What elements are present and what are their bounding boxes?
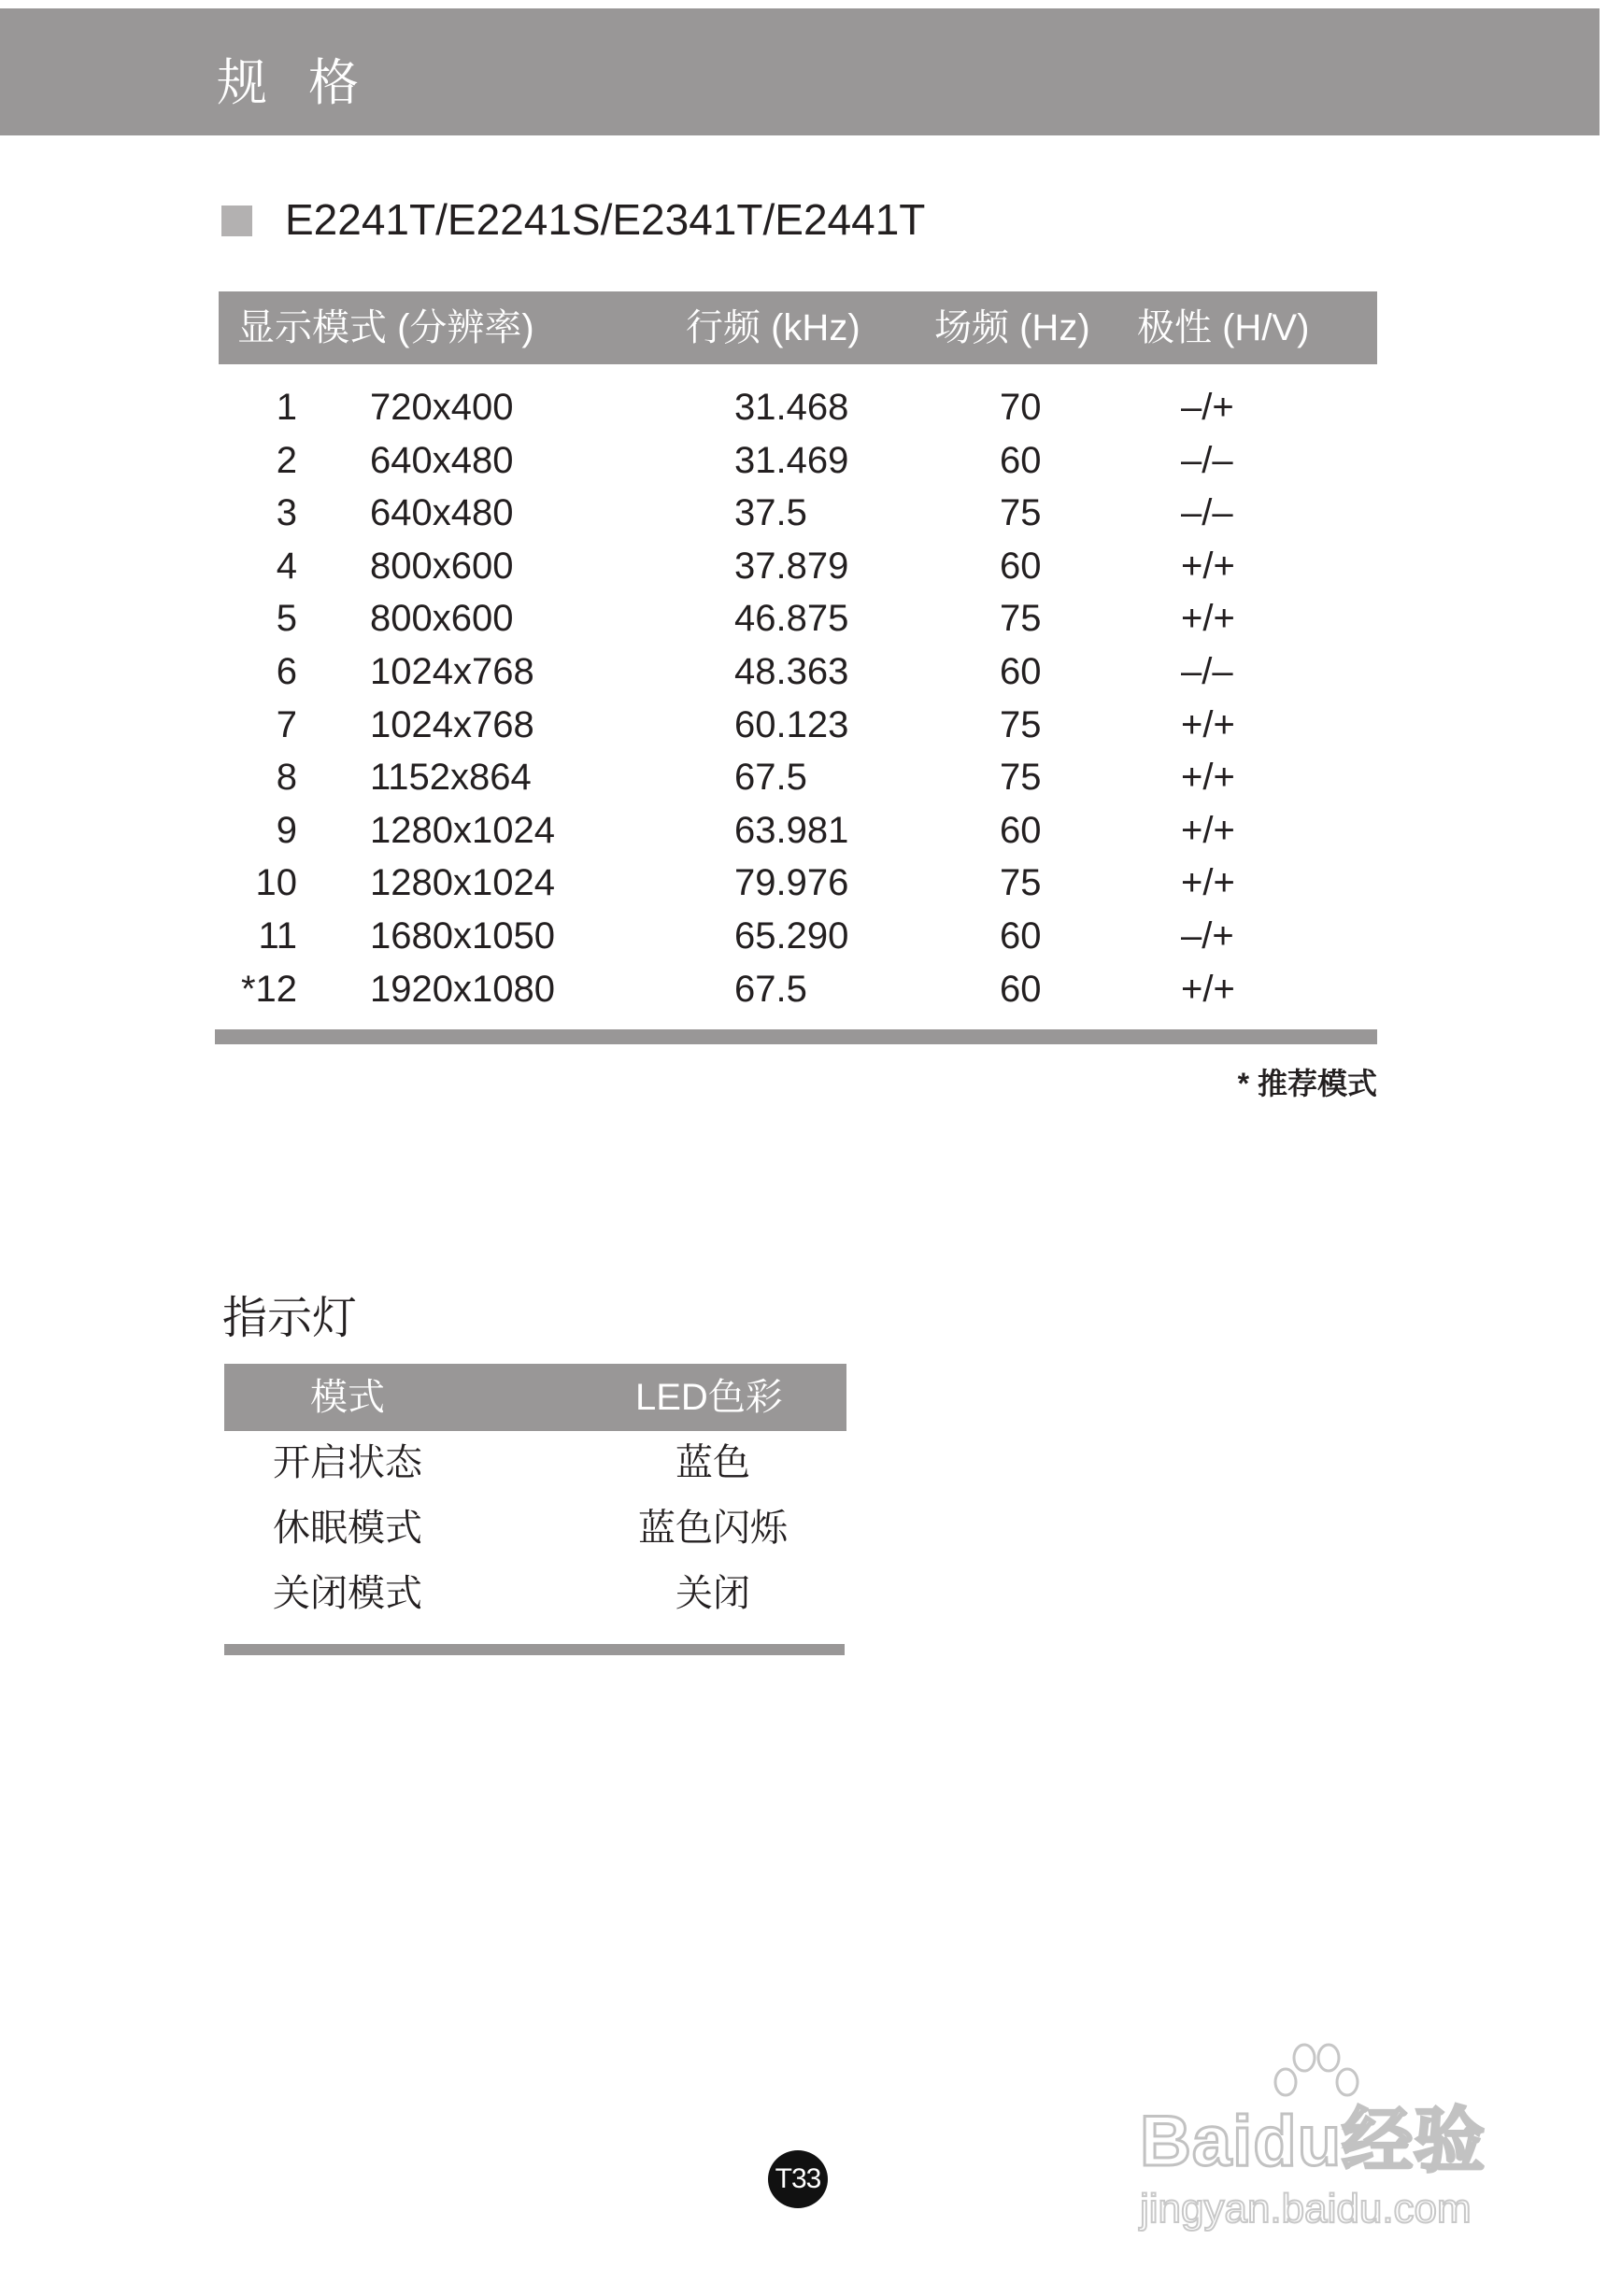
- watermark-url: jingyan.baidu.com: [1140, 2186, 1472, 2232]
- mode-cell: 休眠模式: [273, 1508, 422, 1549]
- column-header-resolution: 显示模式 (分辨率): [237, 307, 534, 348]
- table-row: [0, 540, 1401, 592]
- resolution-cell: 1680x1050: [370, 915, 555, 957]
- column-header-v-freq: 场频 (Hz): [934, 307, 1090, 348]
- resolution-cell: 640x480: [370, 439, 514, 481]
- table-row: [0, 857, 1401, 909]
- v-freq-cell: 60: [1000, 809, 1042, 851]
- indicator-section-title: 指示灯: [222, 1294, 358, 1343]
- v-freq-cell: 60: [1000, 968, 1042, 1010]
- row-number: 9: [276, 809, 297, 851]
- table-row: [0, 963, 1401, 1015]
- row-number: 7: [276, 703, 297, 745]
- table-row: [0, 434, 1401, 487]
- table-bottom-rule: [215, 1029, 1377, 1044]
- h-freq-cell: 46.875: [734, 598, 849, 640]
- recommended-mode-footnote: * 推荐模式: [1237, 1067, 1377, 1100]
- polarity-cell: +/+: [1181, 809, 1235, 851]
- page-title: 规格: [217, 55, 400, 111]
- polarity-cell: +/+: [1181, 598, 1235, 640]
- indicator-table-header: [224, 1364, 846, 1431]
- h-freq-cell: 65.290: [734, 915, 849, 957]
- resolution-cell: 1280x1024: [370, 809, 555, 851]
- table-row: [0, 699, 1401, 751]
- row-number: 8: [276, 757, 297, 799]
- model-list: E2241T/E2241S/E2341T/E2441T: [285, 195, 926, 244]
- polarity-cell: +/+: [1181, 862, 1235, 904]
- v-freq-cell: 75: [1000, 492, 1042, 534]
- v-freq-cell: 75: [1000, 598, 1042, 640]
- table-row: [0, 645, 1401, 698]
- polarity-cell: +/+: [1181, 703, 1235, 745]
- indicator-row: [0, 1435, 934, 1491]
- row-number: *12: [240, 968, 297, 1010]
- h-freq-cell: 31.469: [734, 439, 849, 481]
- column-header-h-freq: 行频 (kHz): [686, 307, 860, 348]
- led-color-cell: 关闭: [676, 1573, 750, 1614]
- polarity-cell: –/+: [1181, 915, 1234, 957]
- led-color-cell: 蓝色闪烁: [638, 1508, 788, 1549]
- polarity-cell: +/+: [1181, 968, 1235, 1010]
- h-freq-cell: 60.123: [734, 703, 849, 745]
- v-freq-cell: 60: [1000, 439, 1042, 481]
- indicator-table-bottom-rule: [224, 1644, 845, 1655]
- v-freq-cell: 60: [1000, 915, 1042, 957]
- h-freq-cell: 79.976: [734, 862, 849, 904]
- led-color-cell: 蓝色: [676, 1442, 750, 1483]
- resolution-cell: 1152x864: [370, 757, 532, 799]
- v-freq-cell: 75: [1000, 757, 1042, 799]
- h-freq-cell: 67.5: [734, 757, 807, 799]
- column-header-polarity: 极性 (H/V): [1137, 307, 1310, 348]
- indicator-row: [0, 1566, 934, 1622]
- table-row: [0, 804, 1401, 857]
- row-number: 2: [276, 439, 297, 481]
- watermark-logo: Baidu经验: [1140, 2102, 1486, 2181]
- v-freq-cell: 75: [1000, 703, 1042, 745]
- h-freq-cell: 67.5: [734, 968, 807, 1010]
- resolution-cell: 720x400: [370, 387, 514, 428]
- h-freq-cell: 63.981: [734, 809, 849, 851]
- timing-table-header: [219, 291, 1377, 364]
- row-number: 4: [276, 545, 297, 587]
- resolution-cell: 800x600: [370, 545, 514, 587]
- h-freq-cell: 31.468: [734, 387, 849, 428]
- table-row: [0, 751, 1401, 803]
- v-freq-cell: 60: [1000, 651, 1042, 692]
- page-number-badge: T33: [768, 2150, 828, 2208]
- mode-cell: 关闭模式: [273, 1573, 422, 1614]
- polarity-cell: –/–: [1181, 651, 1233, 692]
- resolution-cell: 1024x768: [370, 651, 534, 692]
- h-freq-cell: 37.5: [734, 492, 807, 534]
- resolution-cell: 1280x1024: [370, 862, 555, 904]
- mode-cell: 开启状态: [273, 1442, 422, 1483]
- row-number: 3: [276, 492, 297, 534]
- table-row: [0, 381, 1401, 433]
- row-number: 11: [258, 915, 297, 957]
- row-number: 10: [255, 862, 297, 904]
- column-header-led-color: LED色彩: [635, 1377, 783, 1418]
- row-number: 6: [276, 651, 297, 692]
- resolution-cell: 1920x1080: [370, 968, 555, 1010]
- resolution-cell: 800x600: [370, 598, 514, 640]
- polarity-cell: +/+: [1181, 545, 1235, 587]
- table-row: [0, 592, 1401, 645]
- v-freq-cell: 60: [1000, 545, 1042, 587]
- table-row: [0, 910, 1401, 962]
- row-number: 1: [276, 387, 297, 428]
- watermark: [1131, 2041, 1523, 2237]
- polarity-cell: –/–: [1181, 492, 1233, 534]
- resolution-cell: 1024x768: [370, 703, 534, 745]
- v-freq-cell: 70: [1000, 387, 1042, 428]
- indicator-row: [0, 1500, 934, 1556]
- table-row: [0, 487, 1401, 539]
- v-freq-cell: 75: [1000, 862, 1042, 904]
- polarity-cell: +/+: [1181, 757, 1235, 799]
- resolution-cell: 640x480: [370, 492, 514, 534]
- column-header-mode: 模式: [310, 1377, 385, 1418]
- row-number: 5: [276, 598, 297, 640]
- h-freq-cell: 48.363: [734, 651, 849, 692]
- polarity-cell: –/+: [1181, 387, 1234, 428]
- bullet-square-icon: [221, 206, 252, 236]
- h-freq-cell: 37.879: [734, 545, 849, 587]
- polarity-cell: –/–: [1181, 439, 1233, 481]
